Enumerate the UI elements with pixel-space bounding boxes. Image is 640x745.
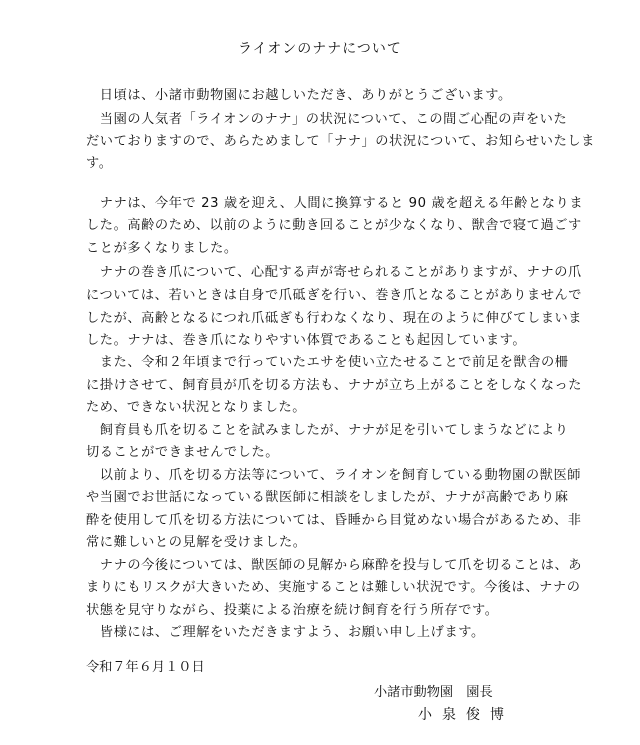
body-line: に掛けさせて、飼育員が爪を切る方法も、ナナが立ち上がることをしなくなった <box>86 378 583 393</box>
body-line: 当園の人気者「ライオンのナナ」の状況について、この間ご心配の声をいた <box>86 112 568 127</box>
body-line: 状態を見守りながら、投薬による治療を続け飼育を行う所存です。 <box>86 603 499 618</box>
body-line: については、若いときは自身で爪砥ぎを行い、巻き爪となることがありませんで <box>86 288 583 303</box>
organization-name: 小諸市動物園 園長 <box>374 685 493 700</box>
body-line: ナナの巻き爪について、心配する声が寄せられることがありますが、ナナの爪 <box>86 265 582 280</box>
body-line: 飼育員も爪を切ることを試みましたが、ナナが足を引いてしまうなどにより <box>86 423 569 438</box>
body-line: だいておりますので、あらためまして「ナナ」の状況について、お知らせいたしま <box>86 134 595 149</box>
body-line: 酔を使用して爪を切る方法については、昏睡から目覚めない場合があるため、非 <box>86 513 582 528</box>
body-line: 切ることができませんでした。 <box>86 445 280 460</box>
body-line: 以前より、爪を切る方法等について、ライオンを飼育している動物園の獣医師 <box>86 468 582 483</box>
body-line: す。 <box>86 156 113 171</box>
body-line: したが、高齢となるにつれ爪砥ぎも行わなくなり、現在のように伸びてしまいま <box>86 311 583 326</box>
body-line: 常に難しいとの見解を受けました。 <box>86 535 307 550</box>
body-line: 皆様には、ご理解をいただきますよう、お願い申し上げます。 <box>86 625 485 640</box>
body-line: 日頃は、小諸市動物園にお越しいただき、ありがとうございます。 <box>86 88 512 103</box>
body-line: した。高齢のため、以前のように動き回ることが少なくなり、獣舎で寝て過ごす <box>86 218 582 233</box>
body-line: ナナは、今年で 23 歳を迎え、人間に換算すると 90 歳を超える年齢となりま <box>86 196 584 211</box>
document-date: 令和７年６月１０日 <box>86 660 205 675</box>
document-title: ライオンのナナについて <box>238 41 402 57</box>
signatory-name: 小泉俊博 <box>418 707 514 723</box>
body-line: ナナの今後については、獣医師の見解から麻酔を投与して爪を切ることは、あ <box>86 558 583 573</box>
body-line: や当園でお世話になっている獣医師に相談をしましたが、ナナが高齢であり麻 <box>86 490 569 505</box>
body-line: また、令和２年頃まで行っていたエサを使い立たせることで前足を獣舎の柵 <box>86 355 569 370</box>
body-line: ため、できない状況となりました。 <box>86 400 307 415</box>
body-line: した。ナナは、巻き爪になりやすい体質であることも起因しています。 <box>86 333 527 348</box>
body-line: まりにもリスクが大きいため、実施することは難しい状況です。今後は、ナナの <box>86 580 581 595</box>
body-line: ことが多くなりました。 <box>86 241 238 256</box>
